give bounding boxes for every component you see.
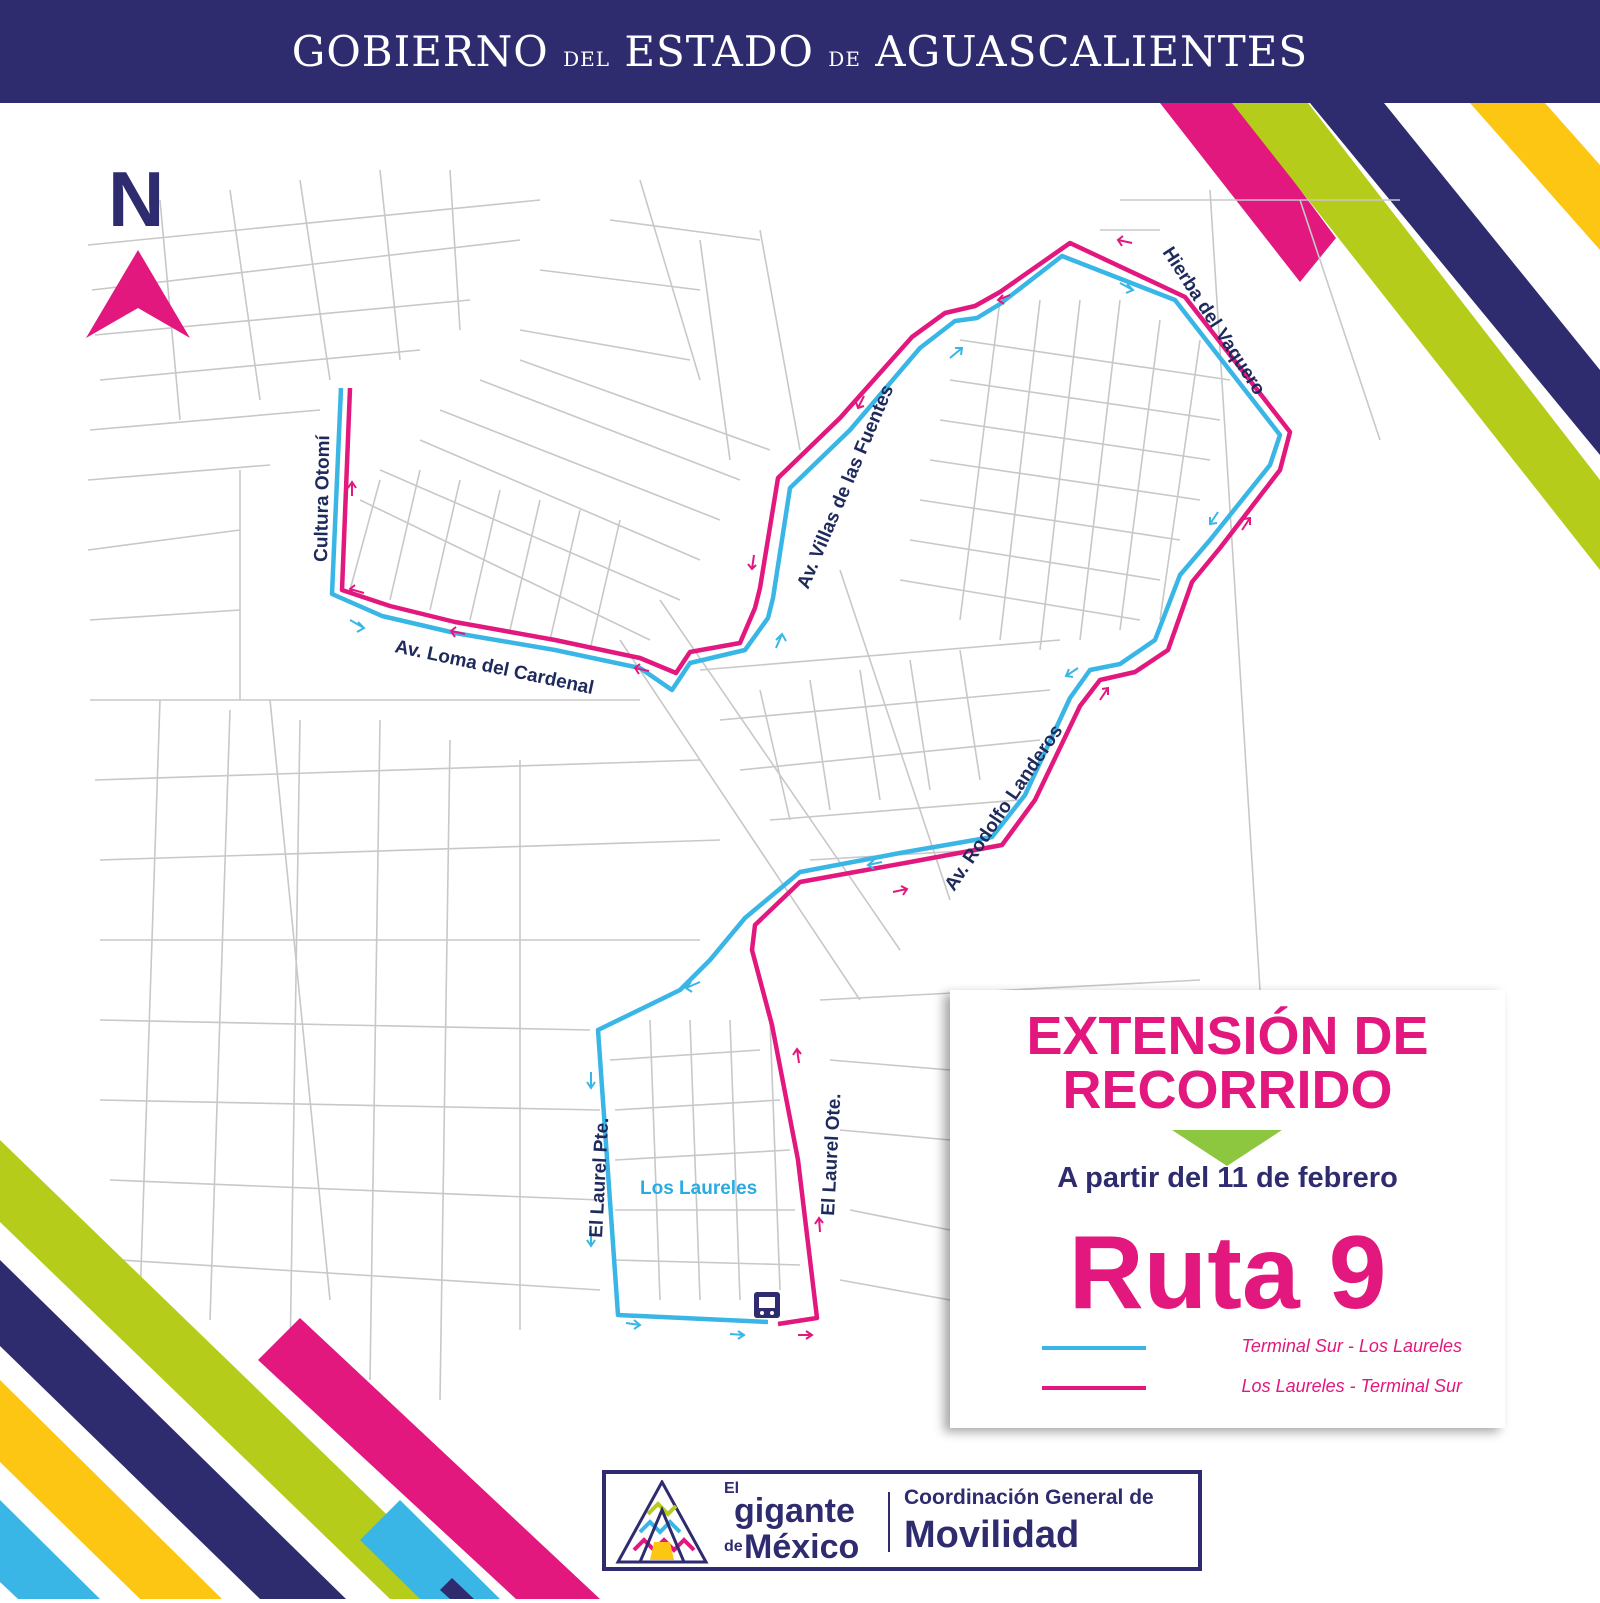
arrow-icon bbox=[815, 1218, 823, 1232]
arrow-icon bbox=[587, 1072, 595, 1088]
card-date: A partir del 11 de febrero bbox=[1057, 1162, 1398, 1194]
area-label-los-laureles: Los Laureles bbox=[640, 1178, 758, 1199]
arrow-icon bbox=[626, 1320, 640, 1329]
arrow-icon bbox=[798, 1331, 812, 1339]
gigante-el: El bbox=[724, 1480, 740, 1497]
arrow-icon bbox=[350, 620, 364, 632]
header-word-gobierno: GOBIERNO bbox=[291, 27, 549, 76]
decorative-stripes-bottom-left bbox=[0, 1140, 600, 1599]
card-route-name: Ruta 9 bbox=[1068, 1215, 1387, 1331]
arrow-icon bbox=[1066, 668, 1078, 677]
street-label-cultura-otomi: Cultura Otomí bbox=[311, 435, 335, 563]
coordinacion-label: Coordinación General de bbox=[904, 1486, 1154, 1509]
arrow-icon bbox=[1100, 688, 1108, 700]
street-label-loma-del-cardenal: Av. Loma del Cardenal bbox=[392, 636, 596, 700]
arrow-icon bbox=[348, 482, 356, 496]
arrow-icon bbox=[950, 348, 962, 358]
legend-swatch-outbound bbox=[1042, 1346, 1146, 1350]
arrow-icon bbox=[776, 634, 786, 648]
movilidad-label: Movilidad bbox=[904, 1514, 1080, 1556]
header-title bbox=[292, 27, 1308, 76]
gigante-mexico: México bbox=[744, 1528, 860, 1566]
card-title-line2: RECORRIDO bbox=[1062, 1060, 1393, 1120]
north-arrow-icon bbox=[86, 250, 190, 338]
north-label: N bbox=[108, 155, 165, 243]
arrow-icon bbox=[793, 1049, 801, 1063]
route-info-card bbox=[950, 990, 1505, 1428]
footer-divider bbox=[888, 1492, 890, 1552]
legend-label-return: Los Laureles - Terminal Sur bbox=[1241, 1376, 1462, 1396]
gigante-de: de bbox=[724, 1538, 743, 1555]
header-word-estado: ESTADO bbox=[624, 27, 814, 76]
header-word-del: DEL bbox=[563, 47, 610, 71]
legend-item-return bbox=[1042, 1373, 1462, 1403]
header-word-de: DE bbox=[828, 47, 861, 71]
arrow-icon bbox=[1118, 236, 1132, 246]
arrow-icon bbox=[1210, 512, 1218, 524]
legend-swatch-return bbox=[1042, 1386, 1146, 1390]
street-label-hierba-del-vaquero: Hierba del Vaquero bbox=[1157, 243, 1270, 400]
arrow-icon bbox=[730, 1331, 744, 1339]
street-label-el-laurel-ote: El Laurel Ote. bbox=[818, 1092, 846, 1217]
arrow-icon bbox=[748, 555, 756, 569]
legend-label-outbound: Terminal Sur - Los Laureles bbox=[1241, 1336, 1462, 1356]
stripe-yellow-top bbox=[1470, 103, 1600, 250]
arrow-icon bbox=[893, 886, 907, 895]
north-indicator bbox=[86, 155, 190, 338]
footer-logos bbox=[602, 1470, 1202, 1571]
street-label-villas-de-las-fuentes: Av. Villas de las Fuentes bbox=[793, 381, 899, 592]
chevron-down-icon bbox=[1172, 1130, 1282, 1166]
street-label-rodolfo-landeros: Av. Rodolfo Landeros bbox=[940, 721, 1068, 895]
card-title-line1: EXTENSIÓN DE bbox=[1026, 1006, 1429, 1066]
gigante-gigante: gigante bbox=[734, 1492, 855, 1530]
header-word-aguascalientes: AGUASCALIENTES bbox=[875, 27, 1309, 76]
legend-item-outbound bbox=[1042, 1333, 1462, 1363]
gigante-mexico-logo-icon bbox=[614, 1480, 710, 1564]
street-label-el-laurel-pte: El Laurel Pte. bbox=[586, 1116, 614, 1239]
bus-terminal-icon bbox=[754, 1292, 780, 1318]
header-bar bbox=[0, 0, 1600, 103]
